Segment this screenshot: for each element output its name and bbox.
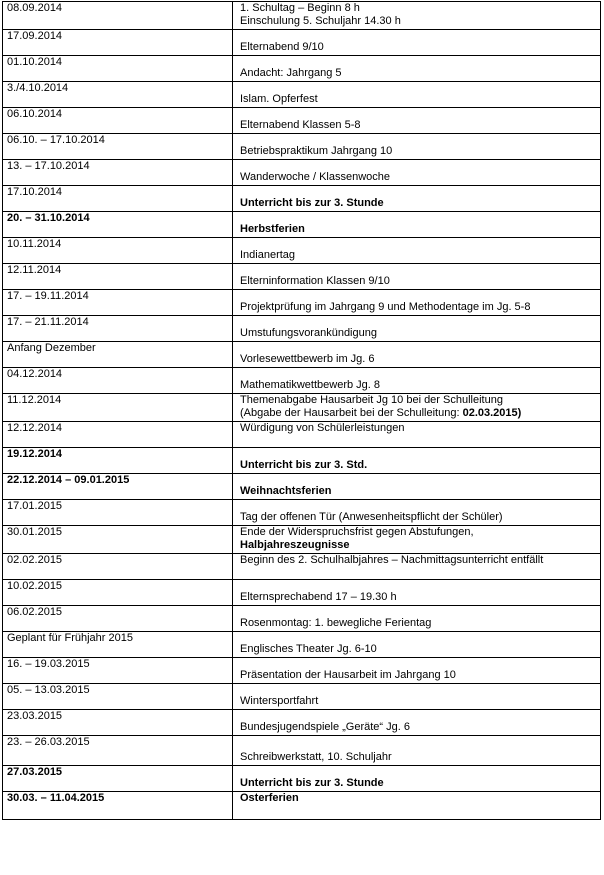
calendar-event-note-date: 02.03.2015): [462, 407, 522, 419]
calendar-event-text: Präsentation der Hausarbeit im Jahrgang 10: [240, 669, 456, 681]
calendar-row: [3, 82, 601, 108]
calendar-event-cell: [233, 500, 601, 526]
school-calendar-table: [2, 1, 601, 820]
calendar-event-text: Weihnachtsferien: [240, 485, 332, 497]
calendar-date-cell: 12.12.2014: [3, 422, 233, 448]
calendar-event-text: Projektprüfung im Jahrgang 9 und Methodentage im Jg. 5-8: [240, 301, 531, 313]
calendar-date-cell: 06.10. – 17.10.2014: [3, 134, 233, 160]
calendar-event-text: Elternsprechabend 17 – 19.30 h: [240, 591, 397, 603]
calendar-event-text: Betriebspraktikum Jahrgang 10: [240, 145, 393, 157]
calendar-event-cell: [233, 108, 601, 134]
calendar-row: [3, 632, 601, 658]
calendar-event-cell: [233, 264, 601, 290]
calendar-date-cell: 10.02.2015: [3, 580, 233, 606]
calendar-row: [3, 264, 601, 290]
calendar-row: [3, 500, 601, 526]
calendar-event-text: Unterricht bis zur 3. Std.: [240, 459, 368, 471]
calendar-event-cell: [233, 212, 601, 238]
calendar-event-text: Umstufungsvorankündigung: [240, 327, 377, 339]
calendar-event-text: Ende der Widerspruchsfrist gegen Abstufungen,: [240, 526, 474, 538]
calendar-row: [3, 766, 601, 792]
calendar-event-cell: [233, 30, 601, 56]
calendar-event-text: Elternabend 9/10: [240, 41, 324, 53]
calendar-row: [3, 422, 601, 448]
calendar-date-cell: Anfang Dezember: [3, 342, 233, 368]
calendar-event-text: Englisches Theater Jg. 6-10: [240, 643, 377, 655]
calendar-row: [3, 684, 601, 710]
calendar-date-cell: 05. – 13.03.2015: [3, 684, 233, 710]
calendar-event-cell: [233, 658, 601, 684]
calendar-date-cell: 12.11.2014: [3, 264, 233, 290]
calendar-event-text: Osterferien: [240, 792, 299, 804]
calendar-row: [3, 30, 601, 56]
calendar-date-cell: 17. – 21.11.2014: [3, 316, 233, 342]
calendar-event-cell: [233, 632, 601, 658]
calendar-row: [3, 526, 601, 554]
calendar-date-cell: 17.01.2015: [3, 500, 233, 526]
calendar-event-cell: [233, 316, 601, 342]
calendar-row: [3, 342, 601, 368]
calendar-event-text: Tag der offenen Tür (Anwesenheitspflicht der Schüler): [240, 511, 503, 523]
calendar-event-cell: [233, 290, 601, 316]
calendar-date-cell: 23.03.2015: [3, 710, 233, 736]
calendar-event-text: Rosenmontag: 1. bewegliche Ferientag: [240, 617, 432, 629]
calendar-event-cell: [233, 554, 601, 580]
calendar-event-text: Wanderwoche / Klassenwoche: [240, 171, 391, 183]
calendar-event-cell: [233, 580, 601, 606]
calendar-event-cell: [233, 422, 601, 448]
calendar-event-cell: [233, 342, 601, 368]
calendar-row: [3, 186, 601, 212]
calendar-row: [3, 134, 601, 160]
calendar-date-cell: 16. – 19.03.2015: [3, 658, 233, 684]
calendar-event-cell: [233, 186, 601, 212]
calendar-event-cell: [233, 474, 601, 500]
calendar-event-cell: [233, 238, 601, 264]
calendar-event-text: Mathematikwettbewerb Jg. 8: [240, 379, 381, 391]
calendar-event-cell: [233, 82, 601, 108]
calendar-date-cell: 17. – 19.11.2014: [3, 290, 233, 316]
calendar-event-text: Schreibwerkstatt, 10. Schuljahr: [240, 751, 392, 763]
calendar-row: [3, 56, 601, 82]
calendar-event-cell: [233, 792, 601, 820]
calendar-date-cell: 30.03. – 11.04.2015: [3, 792, 233, 820]
calendar-event-cell: [233, 160, 601, 186]
calendar-row: [3, 290, 601, 316]
calendar-event-text: Würdigung von Schülerleistungen: [240, 422, 405, 434]
calendar-date-cell: 06.10.2014: [3, 108, 233, 134]
calendar-row: [3, 554, 601, 580]
calendar-event-text: Einschulung 5. Schuljahr 14.30 h: [240, 15, 401, 27]
calendar-row: [3, 2, 601, 30]
calendar-date-cell: 06.02.2015: [3, 606, 233, 632]
calendar-event-cell: [233, 56, 601, 82]
calendar-date-cell: 01.10.2014: [3, 56, 233, 82]
calendar-date-cell: 22.12.2014 – 09.01.2015: [3, 474, 233, 500]
calendar-date-cell: 02.02.2015: [3, 554, 233, 580]
calendar-row: [3, 580, 601, 606]
calendar-event-text: Andacht: Jahrgang 5: [240, 67, 342, 79]
calendar-event-text: Bundesjugendspiele „Geräte“ Jg. 6: [240, 721, 410, 733]
calendar-event-cell: [233, 736, 601, 766]
calendar-event-text: Elternabend Klassen 5-8: [240, 119, 361, 131]
calendar-date-cell: 23. – 26.03.2015: [3, 736, 233, 766]
calendar-row: [3, 108, 601, 134]
calendar-date-cell: 19.12.2014: [3, 448, 233, 474]
calendar-event-text: Vorlesewettbewerb im Jg. 6: [240, 353, 375, 365]
calendar-row: [3, 792, 601, 820]
calendar-row: [3, 736, 601, 766]
school-calendar-body: [3, 2, 601, 820]
calendar-event-text: 1. Schultag – Beginn 8 h: [240, 2, 360, 14]
calendar-event-cell: [233, 526, 601, 554]
calendar-event-cell: [233, 710, 601, 736]
calendar-date-cell: 17.10.2014: [3, 186, 233, 212]
calendar-event-text: Herbstferien: [240, 223, 305, 235]
calendar-date-cell: 17.09.2014: [3, 30, 233, 56]
calendar-event-text: Indianertag: [240, 249, 296, 261]
calendar-row: [3, 160, 601, 186]
calendar-event-cell: [233, 684, 601, 710]
calendar-date-cell: 27.03.2015: [3, 766, 233, 792]
calendar-event-cell: [233, 2, 601, 30]
calendar-row: [3, 658, 601, 684]
calendar-event-text: Unterricht bis zur 3. Stunde: [240, 777, 384, 789]
calendar-event-text: Unterricht bis zur 3. Stunde: [240, 197, 384, 209]
calendar-row: [3, 368, 601, 394]
calendar-event-text: Wintersportfahrt: [240, 695, 319, 707]
calendar-event-cell: [233, 368, 601, 394]
calendar-date-cell: Geplant für Frühjahr 2015: [3, 632, 233, 658]
calendar-event-text-bold: Halbjahreszeugnisse: [240, 539, 350, 551]
calendar-event-cell: [233, 606, 601, 632]
calendar-row: [3, 710, 601, 736]
calendar-event-text: Beginn des 2. Schulhalbjahres – Nachmittagsunterricht entfällt: [240, 554, 544, 566]
calendar-date-cell: 13. – 17.10.2014: [3, 160, 233, 186]
calendar-date-cell: 11.12.2014: [3, 394, 233, 422]
calendar-event-cell: [233, 394, 601, 422]
calendar-row: [3, 212, 601, 238]
calendar-row: [3, 474, 601, 500]
calendar-date-cell: 30.01.2015: [3, 526, 233, 554]
calendar-date-cell: 3./4.10.2014: [3, 82, 233, 108]
calendar-event-cell: [233, 448, 601, 474]
calendar-date-cell: 10.11.2014: [3, 238, 233, 264]
calendar-row: [3, 238, 601, 264]
calendar-row: [3, 448, 601, 474]
calendar-date-cell: 04.12.2014: [3, 368, 233, 394]
calendar-date-cell: 20. – 31.10.2014: [3, 212, 233, 238]
calendar-row: [3, 606, 601, 632]
calendar-event-text: Elterninformation Klassen 9/10: [240, 275, 390, 287]
calendar-event-cell: [233, 134, 601, 160]
calendar-event-note-text: (Abgabe der Hausarbeit bei der Schulleitung:: [240, 407, 463, 419]
calendar-row: [3, 394, 601, 422]
calendar-event-cell: [233, 766, 601, 792]
calendar-event-text: Themenabgabe Hausarbeit Jg 10 bei der Schulleitung: [240, 394, 503, 406]
calendar-date-cell: 08.09.2014: [3, 2, 233, 30]
calendar-event-text: Islam. Opferfest: [240, 93, 318, 105]
calendar-row: [3, 316, 601, 342]
calendar-event-note: [240, 407, 596, 420]
